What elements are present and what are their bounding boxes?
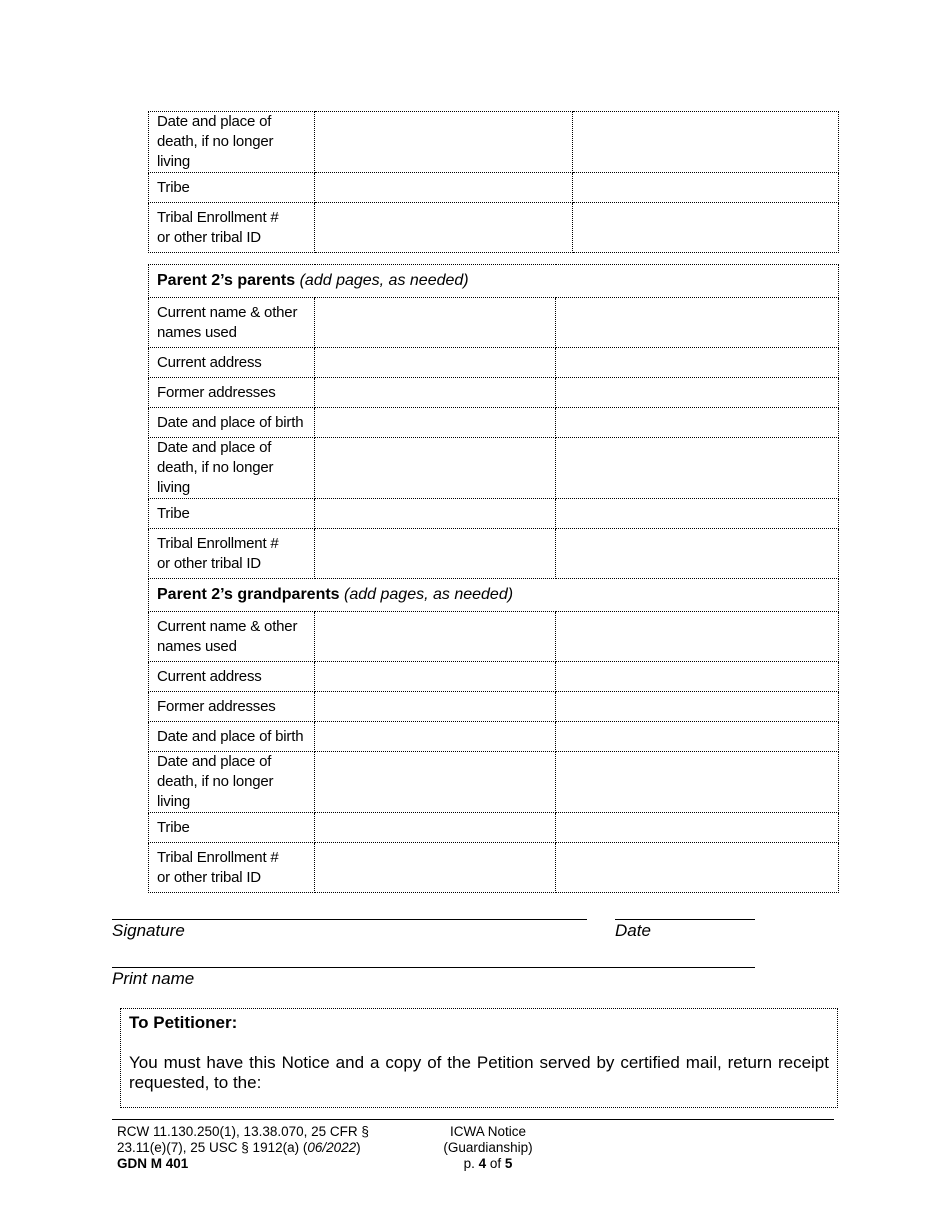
entry-cell[interactable] (556, 692, 839, 722)
date-label: Date (615, 921, 651, 940)
row-label: Tribal Enrollment # or other tribal ID (157, 848, 279, 886)
entry-cell[interactable] (315, 348, 556, 378)
petitioner-title: To Petitioner: (129, 1013, 238, 1032)
entry-cell[interactable] (315, 752, 556, 813)
entry-cell[interactable] (315, 813, 556, 843)
signature-line[interactable] (112, 919, 587, 920)
footer-citation (117, 1124, 407, 1172)
parent-2-family-table (148, 264, 839, 893)
citation-line-2: 23.11(e)(7), 25 USC § 1912(a) (06/2022) (117, 1140, 361, 1155)
entry-cell[interactable] (556, 529, 839, 579)
row-label: Date and place of birth (157, 727, 304, 745)
table-row (149, 662, 839, 692)
entry-cell[interactable] (315, 112, 573, 173)
footer-title (418, 1124, 558, 1172)
doc-title: ICWA Notice (449, 1124, 527, 1139)
row-label: Date and place of death, if no longer living (149, 112, 315, 173)
table-row (149, 203, 839, 253)
entry-cell[interactable] (573, 203, 839, 253)
table-row (149, 173, 839, 203)
doc-subtitle: (Guardianship) (443, 1140, 533, 1155)
entry-cell[interactable] (556, 298, 839, 348)
table-row (149, 752, 839, 813)
table-row (149, 438, 839, 499)
table-row (149, 692, 839, 722)
row-label: Former addresses (157, 697, 276, 715)
date-line[interactable] (615, 919, 755, 920)
table-row (149, 112, 839, 173)
row-label: Former addresses (157, 383, 276, 401)
entry-cell[interactable] (315, 438, 556, 499)
entry-cell[interactable] (315, 203, 573, 253)
row-label: Current address (157, 667, 262, 685)
entry-cell[interactable] (556, 408, 839, 438)
table-row (149, 499, 839, 529)
entry-cell[interactable] (556, 843, 839, 893)
table-row (149, 843, 839, 893)
section-title: Parent 2’s grandparents (add pages, as needed) (149, 579, 839, 612)
entry-cell[interactable] (315, 298, 556, 348)
entry-cell[interactable] (315, 662, 556, 692)
petitioner-body: You must have this Notice and a copy of the Petition served by certified mail, return receipt requested, to the: (129, 1053, 829, 1092)
table-row (149, 529, 839, 579)
row-label: Current name & other names used (157, 303, 298, 341)
table-row (149, 813, 839, 843)
entry-cell[interactable] (556, 348, 839, 378)
section-title: Parent 2’s parents (add pages, as needed) (149, 265, 839, 298)
entry-cell[interactable] (315, 173, 573, 203)
row-label: Date and place of death, if no longer living (157, 753, 274, 810)
footer-divider (112, 1119, 834, 1120)
form-code: GDN M 401 (117, 1156, 189, 1171)
entry-cell[interactable] (556, 813, 839, 843)
row-label: Tribe (157, 504, 190, 522)
entry-cell[interactable] (315, 529, 556, 579)
entry-cell[interactable] (556, 662, 839, 692)
row-label: Tribe (149, 173, 315, 203)
citation-line-1: RCW 11.130.250(1), 13.38.070, 25 CFR § (117, 1124, 369, 1139)
print-name-label: Print name (112, 969, 195, 988)
row-label: Date and place of death, if no longer living (157, 439, 274, 496)
row-label: Tribe (157, 818, 190, 836)
entry-cell[interactable] (315, 378, 556, 408)
entry-cell[interactable] (315, 722, 556, 752)
page-number: p. 4 of 5 (463, 1156, 513, 1171)
entry-cell[interactable] (556, 378, 839, 408)
table-row (149, 348, 839, 378)
row-label: Current name & other names used (157, 617, 298, 655)
section-header-grandparents (149, 579, 839, 612)
entry-cell[interactable] (556, 752, 839, 813)
row-label: Current address (157, 353, 262, 371)
entry-cell[interactable] (556, 722, 839, 752)
grandparents-table-continued (148, 111, 839, 253)
entry-cell[interactable] (556, 438, 839, 499)
entry-cell[interactable] (315, 499, 556, 529)
table-row (149, 298, 839, 348)
table-row (149, 408, 839, 438)
signature-label: Signature (112, 921, 185, 940)
entry-cell[interactable] (315, 843, 556, 893)
print-name-line[interactable] (112, 967, 755, 968)
petitioner-instructions-box (120, 1008, 838, 1108)
entry-cell[interactable] (573, 112, 839, 173)
entry-cell[interactable] (315, 612, 556, 662)
row-label: Tribal Enrollment # or other tribal ID (157, 534, 279, 572)
row-label: Date and place of birth (157, 413, 304, 431)
entry-cell[interactable] (556, 499, 839, 529)
row-label: Tribal Enrollment # or other tribal ID (149, 203, 315, 253)
table-row (149, 722, 839, 752)
section-header-parents (149, 265, 839, 298)
table-row (149, 612, 839, 662)
entry-cell[interactable] (556, 612, 839, 662)
entry-cell[interactable] (315, 408, 556, 438)
entry-cell[interactable] (315, 692, 556, 722)
entry-cell[interactable] (573, 173, 839, 203)
table-row (149, 378, 839, 408)
